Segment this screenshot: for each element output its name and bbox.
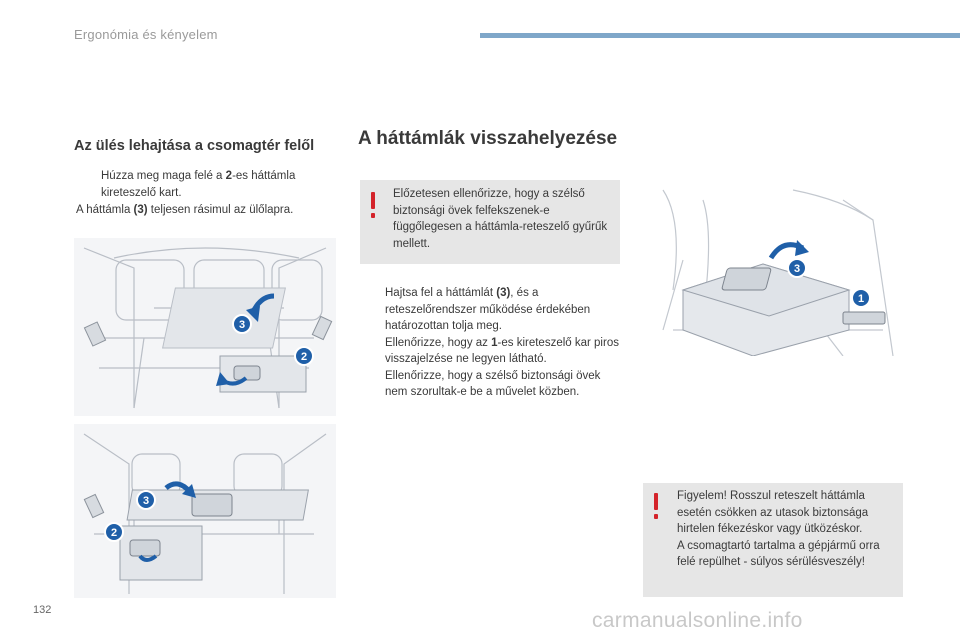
callout-3: 3 <box>142 495 150 507</box>
bullet-bold: 1 <box>491 336 498 349</box>
warning-icon <box>651 493 661 521</box>
bullet-text: -es háttámla kireteszelő kart. <box>101 170 296 199</box>
callout-3: 3 <box>238 319 246 331</box>
callout-1: 1 <box>857 293 865 305</box>
warning-text <box>677 488 899 571</box>
bullet-text: Ellenőrizze, hogy a szélső biztonsági övek nem szorultak-e be a művelet közben. <box>385 369 601 398</box>
illustration-seat-raise <box>643 180 905 356</box>
middle-bullet-1 <box>360 285 622 335</box>
callout-2: 2 <box>110 527 118 539</box>
middle-bullet-2 <box>360 335 622 368</box>
bullet-text: Húzza meg maga felé a <box>101 170 226 182</box>
warning-icon <box>368 192 378 220</box>
warning-line-2: A csomagtartó tartalma a gépjármű orra felé repülhet - súlyos sérülésveszély! <box>677 539 880 568</box>
left-instructions <box>76 168 346 219</box>
watermark: carmanualsonline.info <box>592 609 803 632</box>
page-number: 132 <box>33 604 52 616</box>
warning-text: Előzetesen ellenőrizze, hogy a szélső biztonsági övek felfekszenek-e függőlegesen a háttámla-reteszelő gyűrűk mellett. <box>393 188 608 250</box>
bullet-text: Ellenőrizze, hogy az <box>385 336 492 349</box>
illustration-seat-fold-2 <box>74 424 336 598</box>
bullet-text: , és a reteszelőrendszer működése érdekében határozottan tolja meg. <box>385 287 591 332</box>
paragraph-text: A háttámla <box>76 204 134 216</box>
warning-box-belts <box>360 180 620 264</box>
header-accent-bar <box>480 33 960 38</box>
illustration-seat-fold-1 <box>74 238 336 416</box>
left-bullet <box>76 168 346 201</box>
middle-heading: A háttámlák visszahelyezése <box>358 128 618 149</box>
seat-fold-drawing-1 <box>74 238 336 416</box>
seat-fold-drawing-2 <box>74 424 336 598</box>
callout-3: 3 <box>793 263 801 275</box>
bullet-text: -es kireteszelő kar piros visszajelzése ne legyen látható. <box>385 336 619 365</box>
middle-bullet-3 <box>360 368 622 401</box>
middle-instructions <box>360 285 622 401</box>
seat-raise-drawing <box>643 180 905 356</box>
warning-line-1: Figyelem! Rosszul reteszelt háttámla esetén csökken az utasok biztonsága hirtelen fékezéskor vagy ütközéskor. <box>677 490 869 535</box>
bullet-bold: (3) <box>496 287 511 299</box>
bullet-text: Hajtsa fel a háttámlát <box>385 287 497 299</box>
warning-box-lock <box>643 483 903 597</box>
callout-2: 2 <box>300 351 308 363</box>
left-heading: Az ülés lehajtása a csomagtér felől <box>74 138 315 154</box>
paragraph-text: teljesen rásimul az ülőlapra. <box>147 204 294 216</box>
left-paragraph <box>76 202 346 219</box>
paragraph-bold: (3) <box>133 204 148 216</box>
section-title: Ergonómia és kényelem <box>74 27 218 42</box>
bullet-bold: 2 <box>225 170 233 182</box>
